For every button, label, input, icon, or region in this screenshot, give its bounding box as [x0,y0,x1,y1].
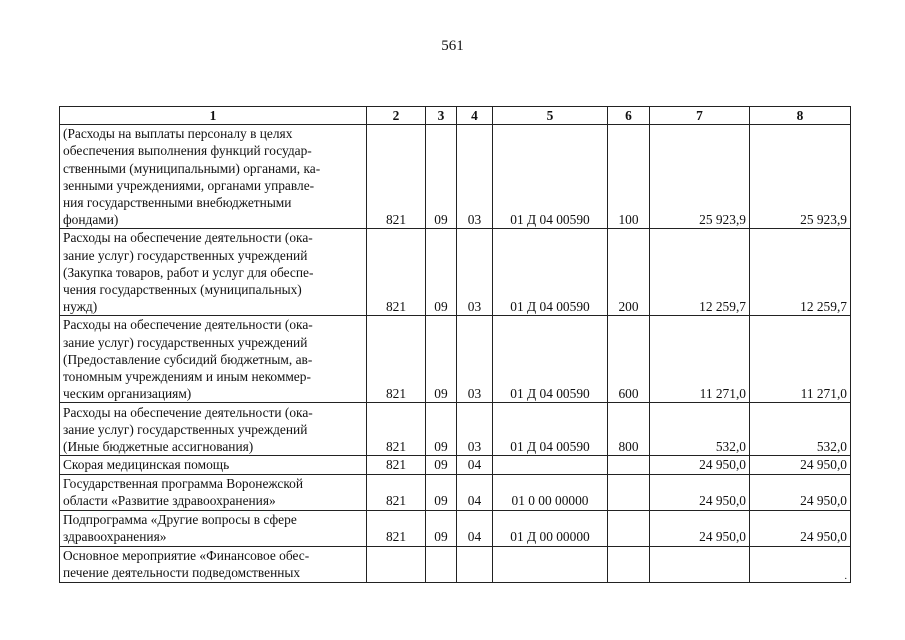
row-target-article: 01 Д 04 00590 [493,316,608,403]
header-col-6: 6 [608,107,650,125]
row-section: 09 [426,510,457,546]
row-subsection: 04 [457,456,493,474]
row-amount-col7: 25 923,9 [650,125,750,229]
row-name: Расходы на обеспечение деятельности (ока- зание услуг) государственных учреждений (Предоставление субсидий бюджетным, ав- тономным учреждениям и иным некоммер- ческим организациям) [60,316,367,403]
budget-table [59,106,851,583]
table-row [60,510,851,546]
row-admin-code: 821 [367,510,426,546]
row-section: 09 [426,125,457,229]
row-amount-col7: 11 271,0 [650,316,750,403]
table-row [60,474,851,510]
table-row [60,456,851,474]
row-subsection: 03 [457,125,493,229]
row-amount-col7: 532,0 [650,403,750,456]
row-subsection: 04 [457,510,493,546]
page-number: 561 [441,38,464,54]
row-expense-type [608,510,650,546]
row-target-article [493,456,608,474]
row-admin-code: 821 [367,316,426,403]
row-section: 09 [426,316,457,403]
table-row [60,546,851,582]
table-row [60,229,851,316]
row-expense-type: 600 [608,316,650,403]
row-expense-type: 800 [608,403,650,456]
table-row [60,316,851,403]
row-name: Скорая медицинская помощь [60,456,367,474]
row-name: Расходы на обеспечение деятельности (ока- зание услуг) государственных учреждений (Иные бюджетные ассигнования) [60,403,367,456]
row-admin-code: 821 [367,125,426,229]
row-admin-code: 821 [367,229,426,316]
table-row [60,125,851,229]
row-expense-type: 200 [608,229,650,316]
row-name: (Расходы на выплаты персоналу в целях обеспечения выполнения функций государ- ственными (муниципальными) органами, ка- зенными учреждениями, органами управле- ния государственными внебюджетными фондами) [60,125,367,229]
row-admin-code: 821 [367,403,426,456]
row-expense-type [608,546,650,582]
row-target-article: 01 Д 00 00000 [493,510,608,546]
row-admin-code: 821 [367,456,426,474]
row-section: 09 [426,474,457,510]
row-expense-type: 100 [608,125,650,229]
header-col-8: 8 [750,107,851,125]
row-name: Расходы на обеспечение деятельности (ока- зание услуг) государственных учреждений (Закупка товаров, работ и услуг для обеспе- чения государственных (муниципальных) нужд) [60,229,367,316]
row-amount-col8: 24 950,0 [750,474,851,510]
row-subsection: 04 [457,474,493,510]
table-row [60,403,851,456]
row-amount-col8: 25 923,9 [750,125,851,229]
row-name: Основное мероприятие «Финансовое обес- печение деятельности подведомственных [60,546,367,582]
row-amount-col8: . [750,546,851,582]
row-target-article [493,546,608,582]
row-target-article: 01 0 00 00000 [493,474,608,510]
row-amount-col8: 24 950,0 [750,510,851,546]
row-name: Подпрограмма «Другие вопросы в сфере здравоохранения» [60,510,367,546]
row-target-article: 01 Д 04 00590 [493,125,608,229]
row-subsection: 03 [457,403,493,456]
row-subsection: 03 [457,229,493,316]
row-target-article: 01 Д 04 00590 [493,229,608,316]
row-amount-col7: 24 950,0 [650,456,750,474]
row-expense-type [608,474,650,510]
row-amount-col7 [650,546,750,582]
row-section: 09 [426,403,457,456]
row-amount-col7: 24 950,0 [650,510,750,546]
row-section: 09 [426,456,457,474]
row-target-article: 01 Д 04 00590 [493,403,608,456]
row-amount-col7: 12 259,7 [650,229,750,316]
row-amount-col8: 11 271,0 [750,316,851,403]
row-admin-code: 821 [367,474,426,510]
header-col-4: 4 [457,107,493,125]
row-amount-col8: 532,0 [750,403,851,456]
row-section [426,546,457,582]
header-col-3: 3 [426,107,457,125]
header-col-2: 2 [367,107,426,125]
header-row [60,107,851,125]
row-amount-col8: 24 950,0 [750,456,851,474]
header-col-7: 7 [650,107,750,125]
row-subsection: 03 [457,316,493,403]
header-col-5: 5 [493,107,608,125]
row-name: Государственная программа Воронежской области «Развитие здравоохранения» [60,474,367,510]
row-amount-col7: 24 950,0 [650,474,750,510]
row-section: 09 [426,229,457,316]
row-subsection [457,546,493,582]
header-col-1: 1 [60,107,367,125]
row-amount-col8: 12 259,7 [750,229,851,316]
row-admin-code [367,546,426,582]
row-expense-type [608,456,650,474]
